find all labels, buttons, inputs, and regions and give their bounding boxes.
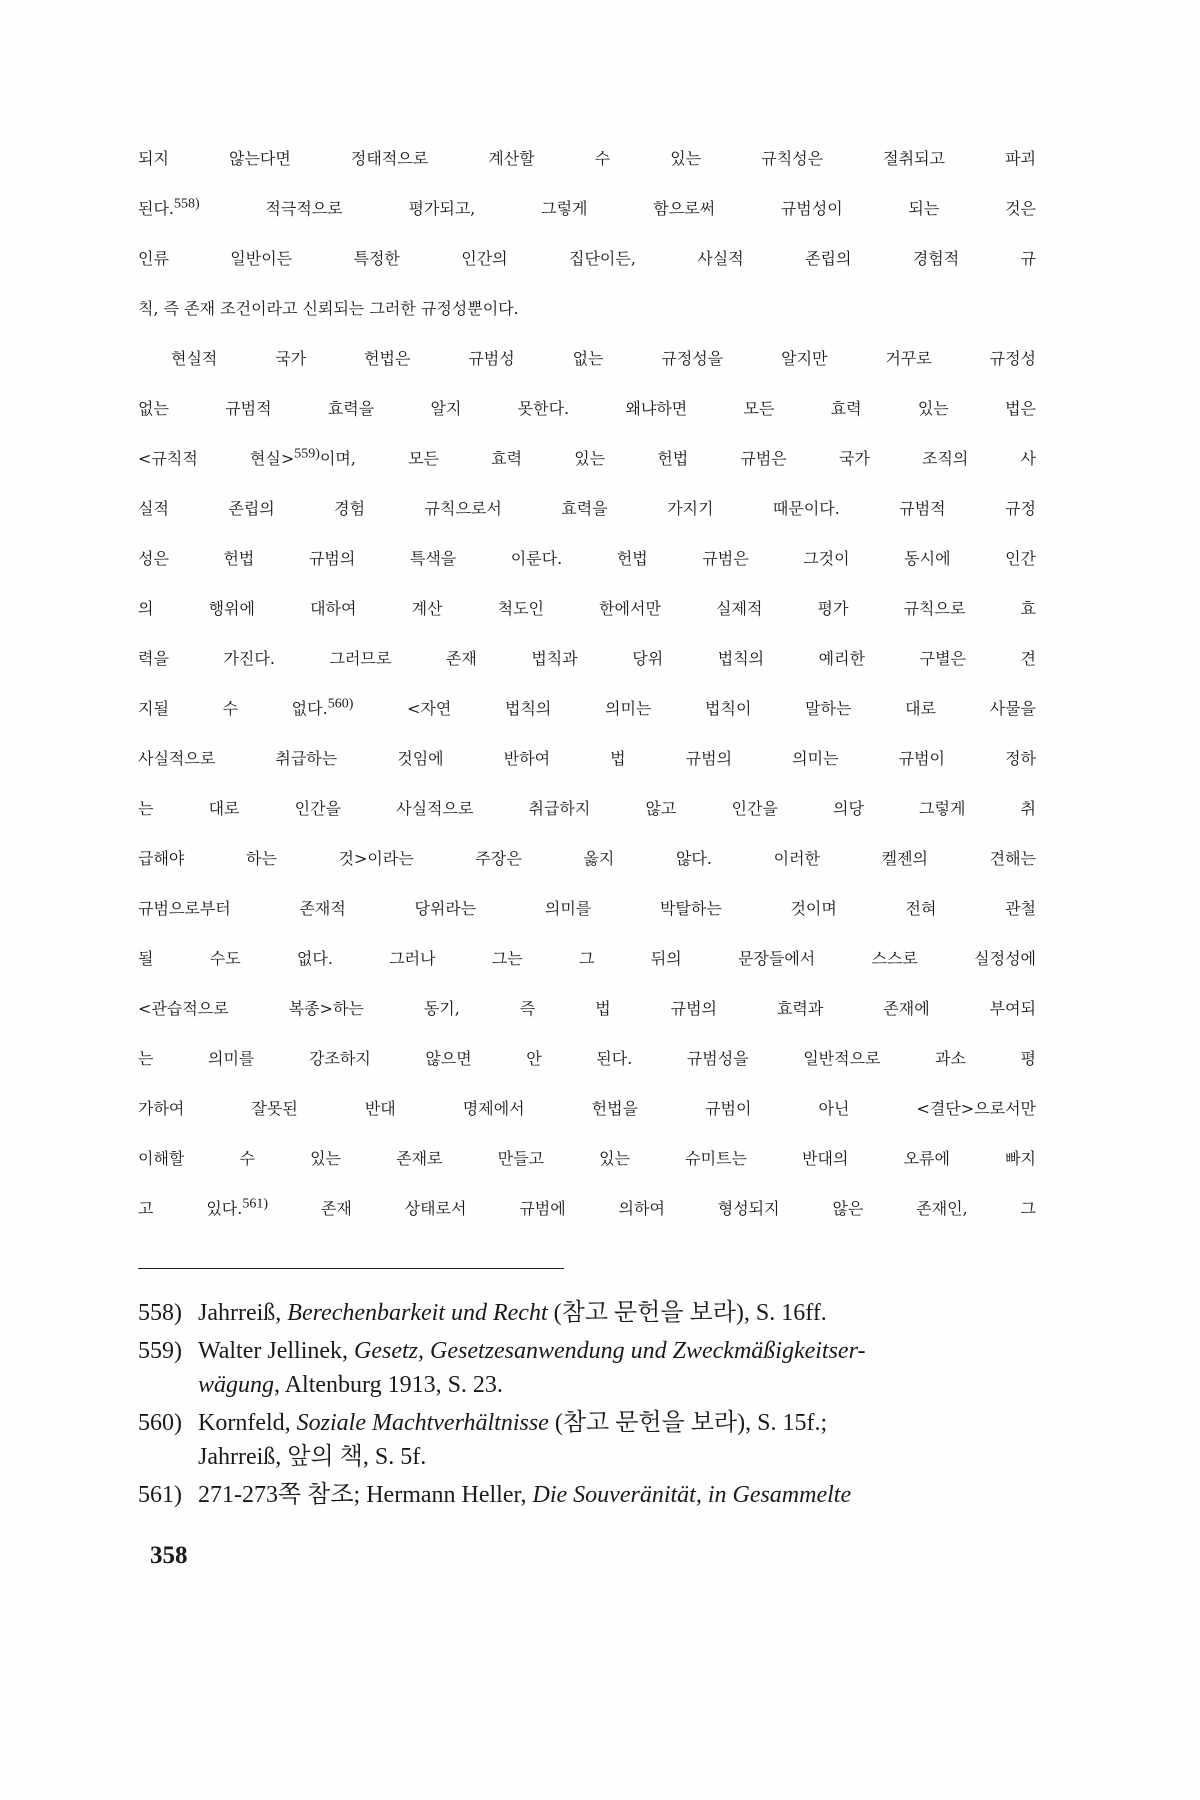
footnote-number: 558) (138, 1300, 182, 1326)
body-line: 사실적으로 취급하는 것임에 반하여 법 규범의 의미는 규범이 정하 (138, 749, 1036, 768)
footnotes (138, 1296, 1036, 1516)
body-line: 는 대로 인간을 사실적으로 취급하지 않고 인간을 의당 그렇게 취 (138, 799, 1036, 818)
body-line: 없는 규범적 효력을 알지 못한다. 왜냐하면 모든 효력 있는 법은 (138, 399, 1036, 418)
body-line: 되지 않는다면 정태적으로 계산할 수 있는 규칙성은 절취되고 파괴 (138, 149, 1036, 168)
footnote (138, 1296, 1036, 1330)
body-text (138, 146, 1036, 1246)
footnote-ref: 559) (294, 446, 320, 462)
body-line: 고 있다.$^{561)}$ 존재 상태로서 규범에 의하여 형성되지 않은 존재인, 그 (138, 1196, 1037, 1218)
body-line: 칙, 즉 존재 조건이라고 신뢰되는 그러한 규정성뿐이다. (138, 299, 519, 318)
body-line: 지될 수 없다.$^{560)}$ <자연 법칙의 의미는 법칙이 말하는 대로 사물을 (138, 696, 1037, 718)
footnote-divider (138, 1268, 564, 1269)
body-line: 급해야 하는 것>이라는 주장은 옳지 않다. 이러한 켈젠의 견해는 (138, 849, 1036, 868)
body-line: 규범으로부터 존재적 당위라는 의미를 박탈하는 것이며 전혀 관철 (138, 899, 1036, 918)
footnote (138, 1406, 1036, 1474)
footnote-number: 559) (138, 1338, 182, 1364)
body-line: 성은 헌법 규범의 특색을 이룬다. 헌법 규범은 그것이 동시에 인간 (138, 549, 1036, 568)
footnote-text: Jahrreiß, Berechenbarkeit und Recht (참고 문헌을 보라), S. 16ff. (198, 1300, 827, 1326)
body-line: 인류 일반이든 특정한 인간의 집단이든, 사실적 존립의 경험적 규 (138, 249, 1036, 268)
footnote-ref: 561) (242, 1196, 268, 1212)
body-line: 실적 존립의 경험 규칙으로서 효력을 가지기 때문이다. 규범적 규정 (138, 499, 1036, 518)
footnote-text: 271-273쪽 참조; Hermann Heller, Die Souveränität, in Gesammelte (198, 1482, 852, 1508)
footnote-number: 561) (138, 1482, 182, 1508)
footnote-number: 560) (138, 1410, 182, 1436)
body-line: 가하여 잘못된 반대 명제에서 헌법을 규범이 아닌 <결단>으로서만 (138, 1099, 1036, 1118)
body-line: 현실적 국가 헌법은 규범성 없는 규정성을 알지만 거꾸로 규정성 (171, 349, 1036, 368)
page-number: 358 (150, 1542, 188, 1569)
footnote-ref: 560) (327, 696, 354, 712)
footnote (138, 1334, 1036, 1402)
footnote-ref: 558) (174, 196, 200, 212)
footnote-text: Walter Jellinek, Gesetz, Gesetzesanwendung und Zweckmäßigkeitser- wägung, Altenburg 1913, S. 23. (198, 1338, 866, 1398)
body-line: 된다.$^{558)}$ 적극적으로 평가되고, 그렇게 함으로써 규범성이 되는 것은 (138, 196, 1036, 218)
body-line: 는 의미를 강조하지 않으면 안 된다. 규범성을 일반적으로 과소 평 (138, 1049, 1036, 1068)
body-line: 이해할 수 있는 존재로 만들고 있는 슈미트는 반대의 오류에 빠지 (138, 1149, 1036, 1168)
footnote (138, 1478, 1036, 1512)
footnote-text: Kornfeld, Soziale Machtverhältnisse (참고 문헌을 보라), S. 15f.; Jahrreiß, 앞의 책, S. 5f. (198, 1410, 828, 1470)
body-line: 력을 가진다. 그러므로 존재 법칙과 당위 법칙의 예리한 구별은 견 (138, 649, 1036, 668)
body-line: 의 행위에 대하여 계산 척도인 한에서만 실제적 평가 규칙으로 효 (138, 599, 1036, 618)
body-line: <규칙적 현실>$^{559)}$이며, 모든 효력 있는 헌법 규범은 국가 조직의 사 (138, 446, 1036, 468)
body-line: <관습적으로 복종>하는 동기, 즉 법 규범의 효력과 존재에 부여되 (138, 999, 1036, 1018)
body-line: 될 수도 없다. 그러나 그는 그 뒤의 문장들에서 스스로 실정성에 (138, 949, 1036, 968)
